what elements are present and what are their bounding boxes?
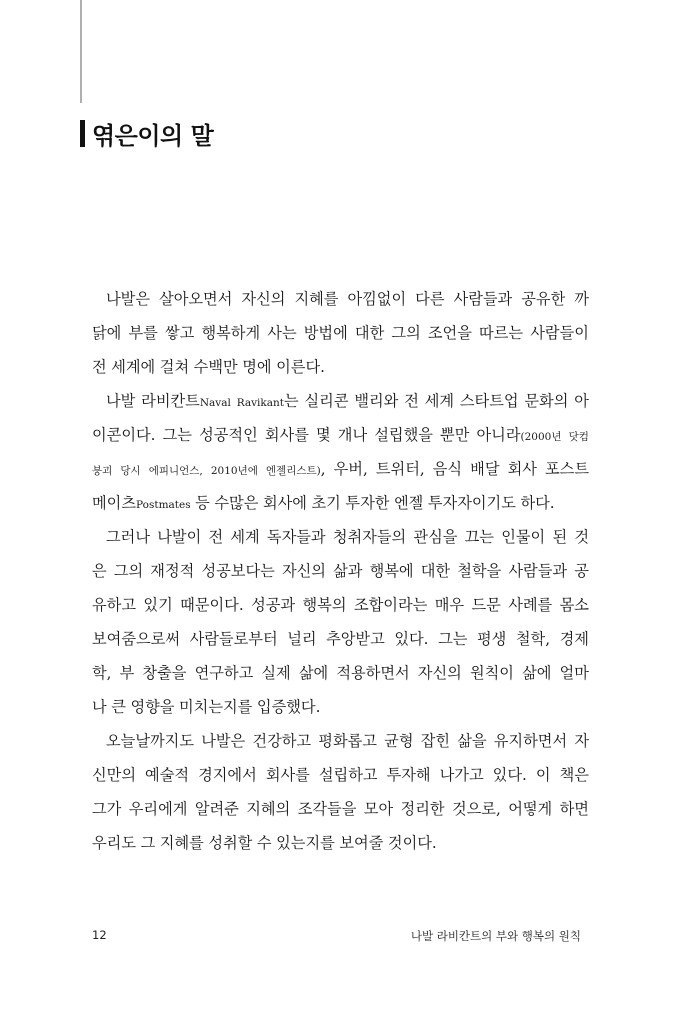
word: 전 (404, 392, 419, 410)
word: 성취할 (208, 834, 253, 852)
word: 철학을 (457, 562, 502, 580)
text-line (92, 384, 589, 418)
word: 미치는지를 (179, 698, 253, 716)
word: 세계 (424, 392, 455, 410)
text-line (92, 520, 589, 554)
word: 수많은 (214, 494, 259, 512)
word: 따르는 (479, 324, 524, 342)
word: 행복에 (369, 562, 414, 580)
word: 청취자들의 (332, 528, 407, 546)
word: 당시 (120, 465, 141, 477)
word: 부를 (128, 324, 158, 342)
word: Ravikant는 (236, 392, 299, 410)
word: 회사를 (264, 426, 309, 444)
word: 매우 (434, 596, 465, 614)
word: 다른 (415, 290, 445, 308)
word: 행복의 (302, 596, 347, 614)
word: 얼마 (559, 664, 589, 682)
word: 우리도 (92, 834, 137, 852)
word: 명에 (242, 358, 272, 376)
word: 문화의 (524, 392, 569, 410)
text-line (92, 724, 589, 758)
text-line (92, 554, 589, 588)
section-heading (80, 118, 213, 148)
text-line (92, 792, 589, 826)
word: 사람들로부터 (189, 630, 278, 648)
word: 인물이 (501, 528, 546, 546)
word: 있다. (394, 630, 429, 648)
word: 회사를 (265, 766, 310, 784)
word: 지혜의 (246, 800, 291, 818)
word: 수백만 (193, 358, 238, 376)
page-footer (92, 928, 581, 944)
word: 균형 (384, 732, 414, 750)
word: 학, (92, 664, 112, 682)
word: 엔젤리스트), (265, 460, 326, 478)
word: 보여줌으로써 (92, 630, 181, 648)
word: 공유한 (521, 290, 566, 308)
word: 창출을 (142, 664, 187, 682)
word: 붕괴 (92, 465, 113, 477)
word: 그가 (92, 800, 122, 818)
word: 예술적 (145, 766, 190, 784)
word: 정리한 (400, 800, 445, 818)
body-text (92, 282, 589, 860)
word: 오늘날까지도 (106, 732, 195, 750)
word: 있는지를 (276, 834, 335, 852)
word: 걸쳐 (159, 358, 190, 376)
word: 경제 (559, 630, 589, 648)
word: 때문이다. (180, 596, 244, 614)
word: 세계 (230, 528, 260, 546)
word: 삶을 (457, 732, 487, 750)
word: 적용하면서 (336, 664, 410, 682)
top-margin-rule (80, 0, 82, 103)
word: 모아 (363, 800, 394, 818)
word: 포스트 (544, 460, 589, 478)
word: 그 (140, 834, 156, 852)
text-line (92, 350, 589, 384)
word: 까 (574, 290, 589, 308)
word: 닭에 (92, 324, 122, 342)
word: 어떻게 (508, 800, 553, 818)
word: 경지에서 (198, 766, 257, 784)
word: 트위터, (375, 460, 425, 478)
word: 밸리와 (354, 392, 399, 410)
word: 나가고 (439, 766, 484, 784)
word: 메이츠Postmates (92, 494, 191, 512)
word: 설립했을 (374, 426, 433, 444)
word: 회사에 (262, 494, 307, 512)
word: 살아오면서 (159, 290, 233, 308)
word: 조각들을 (297, 800, 357, 818)
word: 스타트업 (459, 392, 519, 410)
word: 유지하면서 (493, 732, 568, 750)
word: 전 (208, 528, 224, 546)
word: 자신의 (281, 562, 326, 580)
word: 실리콘 (304, 392, 349, 410)
word: 행복하게 (201, 324, 261, 342)
word: 영향을 (130, 698, 175, 716)
word: 그러나 (106, 528, 151, 546)
word: 나발은 (106, 290, 151, 308)
text-line (92, 690, 589, 724)
word: 아 (574, 392, 589, 410)
word: 잡힌 (420, 732, 451, 750)
word: 대한 (354, 324, 385, 342)
text-line (92, 758, 589, 792)
word: 개나 (337, 426, 368, 444)
word: 조합이라는 (353, 596, 428, 614)
running-title: 나발 라비칸트의 부와 행복의 원칙 (410, 929, 581, 943)
word: 나발 (106, 392, 136, 410)
word: 이른다. (276, 358, 325, 376)
word: 아낌없이 (347, 290, 407, 308)
word: 뿐만 (440, 426, 470, 444)
word: 알려준 (194, 800, 239, 818)
word: 에피니언스, (148, 465, 203, 477)
word: 성공과 (251, 596, 296, 614)
word: 전 (92, 358, 107, 376)
word: 입증했다. (256, 698, 321, 716)
text-line (92, 452, 589, 486)
word: 초기 (311, 494, 341, 512)
word: 투자자이기도 (427, 494, 516, 512)
word: 평생 (476, 630, 507, 648)
word: 대한 (420, 562, 451, 580)
word: 것이다. (387, 834, 437, 852)
word: 투자해 (386, 766, 431, 784)
text-line (92, 316, 589, 350)
text-line (92, 588, 589, 622)
word: 라비칸트Naval (141, 392, 231, 410)
text-line (92, 282, 589, 316)
text-line (92, 656, 589, 690)
word: 성공적인 (199, 426, 258, 444)
word: 그의 (391, 324, 421, 342)
word: 그의 (113, 562, 144, 580)
word: 공 (574, 562, 589, 580)
word: 책은 (559, 766, 589, 784)
word: 유하고 (92, 596, 137, 614)
word: 엔젤 (393, 494, 424, 512)
word: 큰 (111, 698, 126, 716)
word: 회사 (507, 460, 537, 478)
word: 아니라(2000년 (476, 426, 562, 444)
word: 그는 (162, 426, 192, 444)
word: 방법에 (303, 324, 348, 342)
word: 삶에 (522, 664, 552, 682)
word: 원칙이 (469, 664, 514, 682)
text-line (92, 622, 589, 656)
word: 세계에 (111, 358, 156, 376)
word: 것으로, (451, 800, 501, 818)
word: 지혜를 (294, 290, 339, 308)
word: 널리 (287, 630, 317, 648)
word: 닷컴 (568, 431, 589, 443)
word: 실제 (261, 664, 291, 682)
word: 몸소 (559, 596, 589, 614)
word: 재정적 (150, 562, 195, 580)
page-number: 12 (92, 928, 107, 942)
word: 사람들이 (530, 324, 589, 342)
text-line (92, 826, 589, 860)
word: 몇 (316, 426, 331, 444)
word: 2010년에 (210, 465, 258, 477)
word: 된 (552, 528, 568, 546)
word: 사례를 (508, 596, 553, 614)
word: 음식 (432, 460, 463, 478)
word: 사는 (267, 324, 297, 342)
word: 우버, (333, 460, 368, 478)
word: 부 (119, 664, 135, 682)
word: 은 (92, 562, 107, 580)
word: 평화롭고 (318, 732, 377, 750)
word: 하면 (559, 800, 589, 818)
word: 보여줄 (339, 834, 384, 852)
word: 나발이 (157, 528, 202, 546)
word: 나 (92, 698, 107, 716)
word: 있다. (492, 766, 527, 784)
word: 이콘이다. (92, 426, 156, 444)
word: 나발은 (201, 732, 246, 750)
word: 독자들과 (266, 528, 326, 546)
word: 이 (535, 766, 551, 784)
word: 성공보다는 (201, 562, 275, 580)
word: 쌓고 (164, 324, 195, 342)
word: 사람들과 (453, 290, 513, 308)
word: 우리에게 (128, 800, 188, 818)
word: 설립하고 (318, 766, 378, 784)
word: 조언을 (427, 324, 472, 342)
word: 신만의 (92, 766, 137, 784)
heading-bar-marker (80, 120, 85, 147)
word: 배달 (470, 460, 500, 478)
word: 건강하고 (252, 732, 312, 750)
word: 하다. (520, 494, 555, 512)
word: 사람들과 (508, 562, 568, 580)
word: 끄는 (464, 528, 494, 546)
word: 있기 (143, 596, 173, 614)
word: 자신의 (241, 290, 286, 308)
word: 것 (574, 528, 589, 546)
word: 삶과 (333, 562, 363, 580)
word: 그는 (438, 630, 468, 648)
word: 연구하고 (194, 664, 254, 682)
text-line (92, 418, 589, 452)
section-title: 엮은이의 말 (92, 121, 214, 150)
word: 드문 (471, 596, 501, 614)
word: 철학, (515, 630, 551, 648)
word: 자신의 (417, 664, 462, 682)
word: 등 (195, 494, 210, 512)
word: 지혜를 (159, 834, 204, 852)
word: 삶에 (298, 664, 329, 682)
word: 추앙받고 (326, 630, 385, 648)
word: 수 (256, 834, 272, 852)
word: 관심을 (413, 528, 458, 546)
word: 투자한 (345, 494, 390, 512)
text-line (92, 486, 589, 520)
word: 자 (574, 732, 589, 750)
